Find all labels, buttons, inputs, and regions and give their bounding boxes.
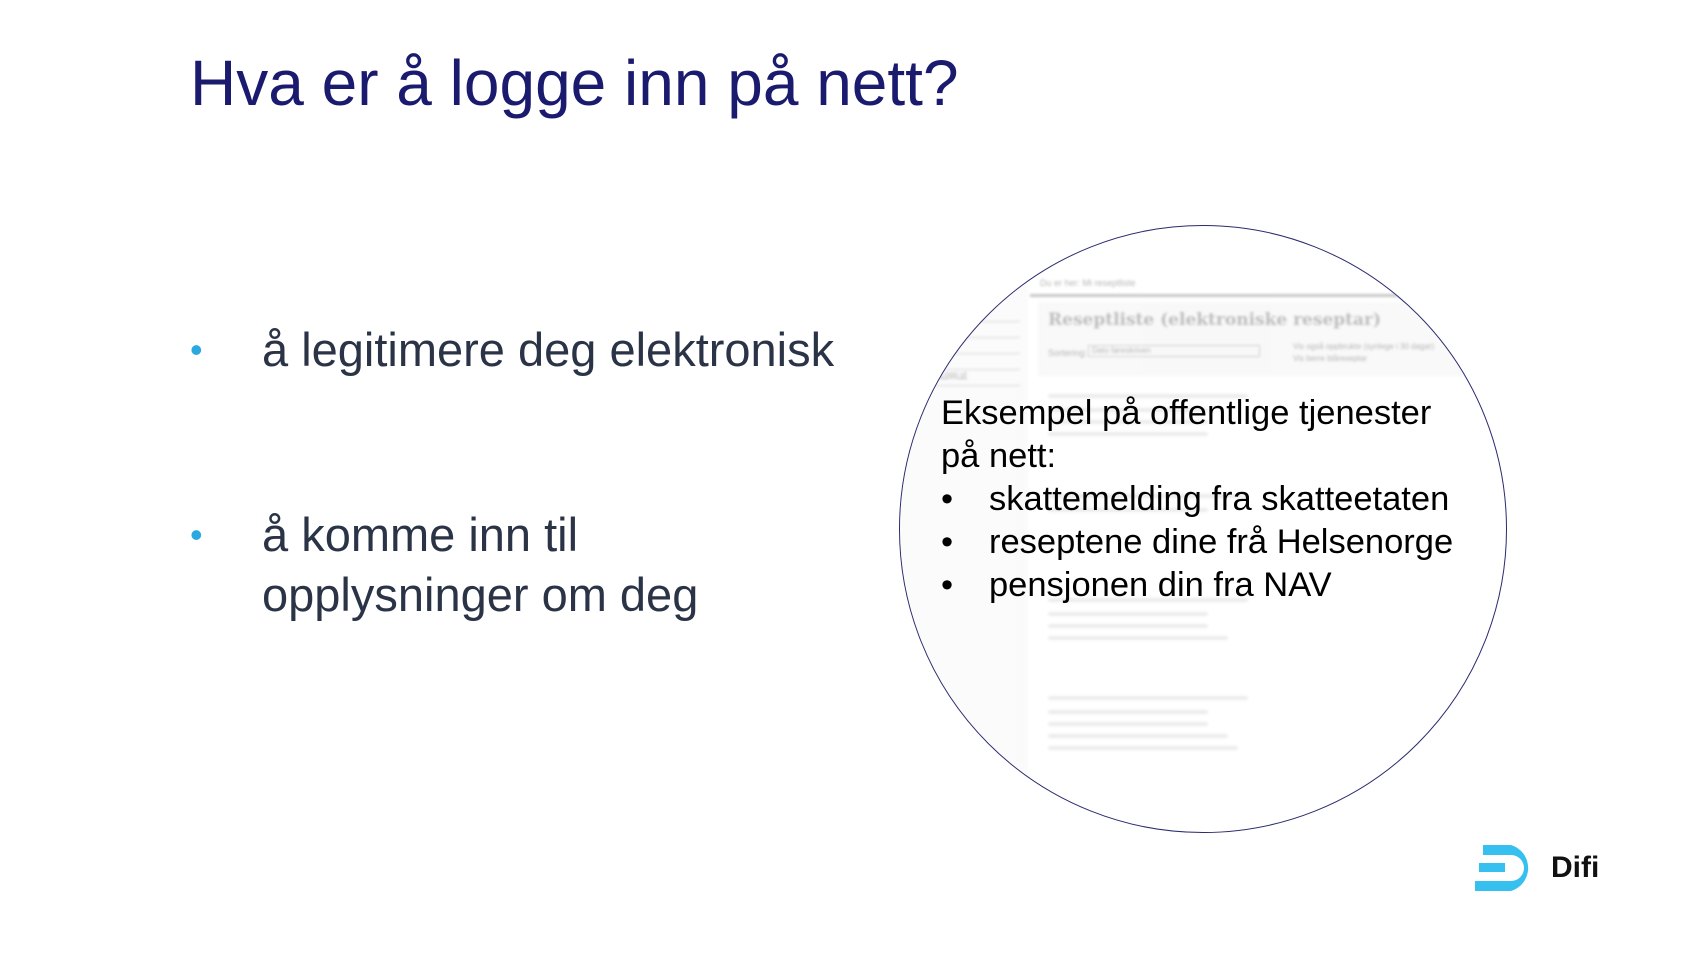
breadcrumb: Du er her: Mi reseptliste [1040, 278, 1136, 288]
difi-logo-text: Difi [1551, 851, 1600, 884]
example-item: • reseptene dine frå Helsenorge [941, 523, 1454, 561]
checkbox-label: Vis også oppbrukte (synlege i 30 dagar) [1293, 342, 1435, 351]
bullet-marker: • [190, 514, 203, 555]
screenshot-heading: Reseptliste (elektroniske reseptar) [1048, 310, 1382, 330]
bullet-text: å legitimere deg elektronisk [262, 323, 835, 376]
side-menu: Logg ut [900, 306, 1020, 386]
example-item: • pensjonen din fra NAV [941, 566, 1332, 604]
slide-title: Hva er å logge inn på nett? [190, 47, 959, 119]
sort-select: Dato føreskriven [1088, 345, 1260, 357]
example-circle [899, 225, 1507, 833]
sort-label: Sortering: [1048, 348, 1088, 358]
bullet-text: å komme inn til [262, 508, 579, 561]
difi-logo [1473, 843, 1599, 893]
bullet-marker: • [190, 329, 203, 370]
difi-logo-icon [1473, 843, 1539, 893]
checkbox-label: Vis berre blåreseptar [1293, 354, 1368, 363]
example-intro: Eksempel på offentlige tjenester [941, 394, 1432, 432]
bullet-text: opplysninger om deg [262, 568, 699, 621]
example-item: • skattemelding fra skatteetaten [941, 480, 1450, 518]
example-text [941, 392, 1453, 607]
example-intro: på nett: [941, 437, 1057, 475]
